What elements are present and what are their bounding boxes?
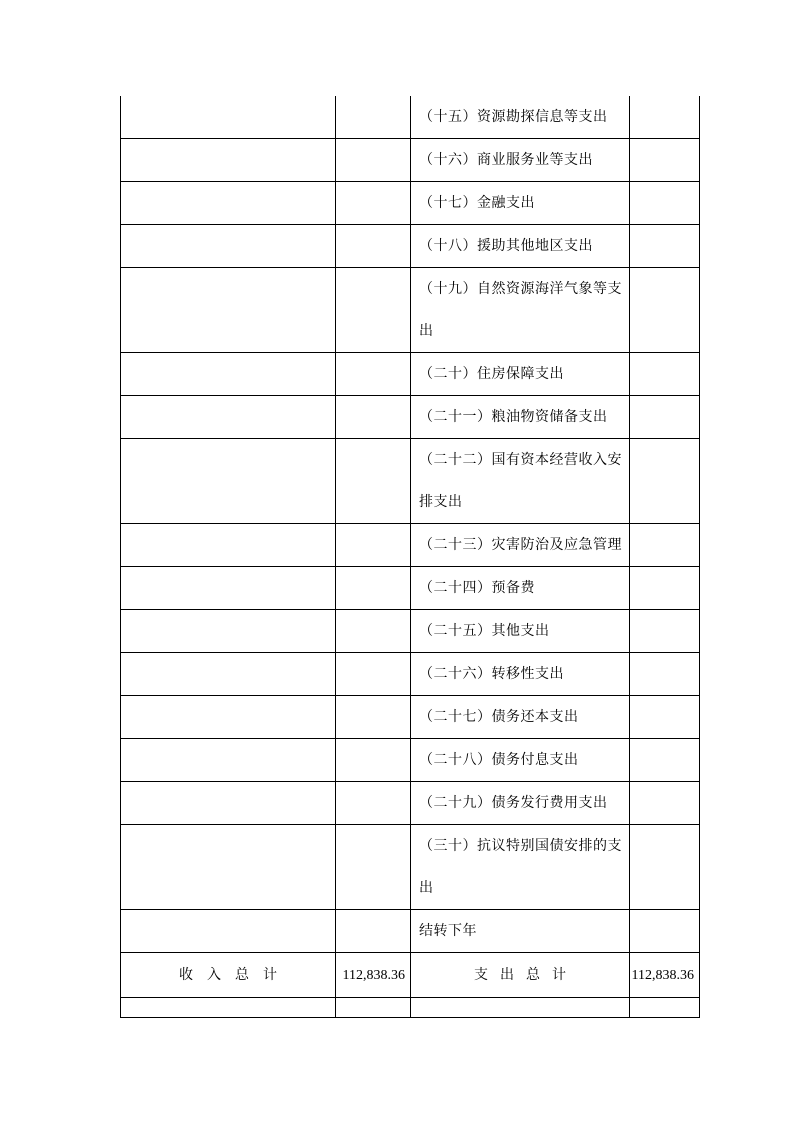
expense-item-cell: （二十九）债务发行费用支出 bbox=[411, 782, 630, 825]
expense-amount-cell bbox=[630, 439, 700, 524]
income-item-cell bbox=[121, 268, 336, 353]
expense-item-cell: （二十八）债务付息支出 bbox=[411, 739, 630, 782]
income-amount-cell bbox=[336, 825, 411, 910]
expense-item-cell: （二十）住房保障支出 bbox=[411, 353, 630, 396]
expense-item-cell: （十六）商业服务业等支出 bbox=[411, 139, 630, 182]
table-row bbox=[121, 268, 700, 353]
income-item-cell bbox=[121, 139, 336, 182]
expense-item-cell: 结转下年 bbox=[411, 910, 630, 953]
table-row bbox=[121, 567, 700, 610]
income-amount-cell bbox=[336, 139, 411, 182]
expense-item-cell: （二十一）粮油物资储备支出 bbox=[411, 396, 630, 439]
income-amount-cell bbox=[336, 96, 411, 139]
table-row bbox=[121, 696, 700, 739]
income-item-cell bbox=[121, 610, 336, 653]
income-amount-cell bbox=[336, 439, 411, 524]
income-amount-cell bbox=[336, 610, 411, 653]
income-item-cell bbox=[121, 653, 336, 696]
empty-cell bbox=[411, 998, 630, 1018]
expense-amount-cell bbox=[630, 567, 700, 610]
income-item-cell bbox=[121, 524, 336, 567]
expense-item-cell: （十五）资源勘探信息等支出 bbox=[411, 96, 630, 139]
table-row bbox=[121, 782, 700, 825]
expense-amount-cell bbox=[630, 653, 700, 696]
empty-cell bbox=[121, 998, 336, 1018]
budget-table bbox=[120, 96, 700, 1018]
income-item-cell bbox=[121, 225, 336, 268]
expense-item-cell: （二十五）其他支出 bbox=[411, 610, 630, 653]
income-amount-cell bbox=[336, 567, 411, 610]
income-amount-cell bbox=[336, 396, 411, 439]
table-row bbox=[121, 396, 700, 439]
income-amount-cell bbox=[336, 268, 411, 353]
income-total-label: 收入总计 bbox=[121, 953, 336, 998]
expense-item-cell: （二十二）国有资本经营收入安排支出 bbox=[411, 439, 630, 524]
expense-item-cell: （十八）援助其他地区支出 bbox=[411, 225, 630, 268]
table-row bbox=[121, 439, 700, 524]
expense-amount-cell bbox=[630, 610, 700, 653]
income-amount-cell bbox=[336, 182, 411, 225]
table-row bbox=[121, 139, 700, 182]
expense-amount-cell bbox=[630, 96, 700, 139]
income-amount-cell bbox=[336, 739, 411, 782]
income-amount-cell bbox=[336, 653, 411, 696]
expense-item-cell: （二十三）灾害防治及应急管理 bbox=[411, 524, 630, 567]
expense-item-cell: （二十七）债务还本支出 bbox=[411, 696, 630, 739]
expense-item-cell: （二十四）预备费 bbox=[411, 567, 630, 610]
empty-row bbox=[121, 998, 700, 1018]
totals-row bbox=[121, 953, 700, 998]
table-row bbox=[121, 353, 700, 396]
expense-amount-cell bbox=[630, 825, 700, 910]
income-item-cell bbox=[121, 182, 336, 225]
income-total-amount: 112,838.36 bbox=[336, 953, 411, 998]
income-amount-cell bbox=[336, 225, 411, 268]
expense-item-cell: （三十）抗议特别国债安排的支出 bbox=[411, 825, 630, 910]
table-row bbox=[121, 96, 700, 139]
expense-amount-cell bbox=[630, 225, 700, 268]
expense-item-cell: （二十六）转移性支出 bbox=[411, 653, 630, 696]
expense-amount-cell bbox=[630, 739, 700, 782]
income-item-cell bbox=[121, 353, 336, 396]
expense-amount-cell bbox=[630, 782, 700, 825]
income-item-cell bbox=[121, 825, 336, 910]
income-item-cell bbox=[121, 739, 336, 782]
income-amount-cell bbox=[336, 910, 411, 953]
income-amount-cell bbox=[336, 782, 411, 825]
expense-amount-cell bbox=[630, 396, 700, 439]
expense-amount-cell bbox=[630, 353, 700, 396]
table-row bbox=[121, 910, 700, 953]
expense-total-amount: 112,838.36 bbox=[630, 953, 700, 998]
table-row bbox=[121, 739, 700, 782]
table-row bbox=[121, 225, 700, 268]
expense-item-cell: （十九）自然资源海洋气象等支出 bbox=[411, 268, 630, 353]
income-item-cell bbox=[121, 96, 336, 139]
income-amount-cell bbox=[336, 353, 411, 396]
income-item-cell bbox=[121, 439, 336, 524]
expense-item-cell: （十七）金融支出 bbox=[411, 182, 630, 225]
income-item-cell bbox=[121, 567, 336, 610]
expense-amount-cell bbox=[630, 268, 700, 353]
income-amount-cell bbox=[336, 524, 411, 567]
income-amount-cell bbox=[336, 696, 411, 739]
expense-amount-cell bbox=[630, 696, 700, 739]
expense-amount-cell bbox=[630, 182, 700, 225]
table-row bbox=[121, 825, 700, 910]
expense-total-label: 支出总计 bbox=[411, 953, 630, 998]
expense-amount-cell bbox=[630, 910, 700, 953]
income-item-cell bbox=[121, 910, 336, 953]
income-item-cell bbox=[121, 396, 336, 439]
income-item-cell bbox=[121, 782, 336, 825]
income-item-cell bbox=[121, 696, 336, 739]
table-row bbox=[121, 653, 700, 696]
empty-cell bbox=[630, 998, 700, 1018]
expense-amount-cell bbox=[630, 139, 700, 182]
table-row bbox=[121, 524, 700, 567]
expense-amount-cell bbox=[630, 524, 700, 567]
table-row bbox=[121, 182, 700, 225]
table-row bbox=[121, 610, 700, 653]
table-body bbox=[121, 96, 700, 1018]
empty-cell bbox=[336, 998, 411, 1018]
